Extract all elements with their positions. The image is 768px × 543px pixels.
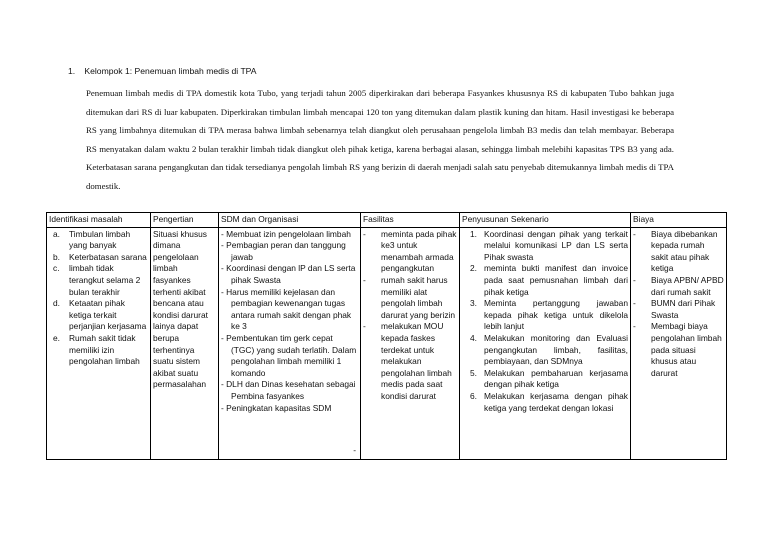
list-item: e. Rumah sakit tidak memiliki izin pengolahan limbah — [53, 332, 140, 367]
list-item: 6. Melakukan kerjasama dengan pihak ketiga yang terdekat dengan lokasi — [470, 390, 628, 413]
case-paragraph: Penemuan limbah medis di TPA domestik kota Tubo, yang terjadi tahun 2005 diperkirakan dari beberapa Fasyankes khususnya RS di kabupaten Tubo bahkan juga ditemukan dari RS di luar kabupaten. Diperkirakan timbulan limbah mencapai 120 ton yang ditemukan dalam plastik kuning dan hitam. Hasil investigasi ke beberapa RS yang limbahnya ditemukan di TPA merasa bahwa limbah sebenarnya telah diangkut oleh perusahaan pengelola limbah B3 medis dan telah membayar. Beberapa RS menyatakan dalam waktu 2 bulan terakhir limbah tidak diangkut oleh pihak ketiga, karena berbagai alasan, sehingga limbah melebihi kapasitas TPS B3 yang ada. Keterbatasan sarana pengangkutan dan tidak tersedianya pengolah limbah RS yang berizin di daerah menjadi salah satu penyebab ditemukannya limbah medis di TPA domestik. — [86, 88, 674, 191]
cell-fasilitas — [361, 227, 460, 459]
list-item: - Pembagian peran dan tanggung jawab — [221, 240, 346, 262]
list-item: a. Timbulan limbah yang banyak — [53, 228, 131, 251]
list-item: - Biaya APBN/ APBD dari rumah sakit — [633, 274, 724, 297]
header-identifikasi: Identifikasi masalah — [47, 213, 151, 228]
trailing-dash: - — [353, 445, 356, 456]
cell-skenario — [460, 227, 631, 459]
list-item: - Biaya dibebankan kepada rumah sakit atau pihak ketiga — [633, 228, 718, 274]
list-item: - DLH dan Dinas kesehatan sebagai Pembina fasyankes — [221, 379, 356, 401]
list-item: - Peningkatan kapasitas SDM — [221, 402, 332, 413]
cell-sdm — [219, 227, 361, 459]
list-item: - Harus memiliki kejelasan dan pembagian kewenangan tugas antara rumah sakit dengan phak ke 3 — [221, 286, 352, 332]
list-item: - Membuat izin pengelolaan limbah — [221, 228, 351, 239]
header-biaya: Biaya — [631, 213, 727, 228]
cell-identifikasi — [47, 227, 151, 459]
list-item: - rumah sakit harus memiliki alat pengolah limbah darurat yang berizin — [363, 274, 456, 320]
list-item: - Koordinasi dengan lP dan LS serta pihak Swasta — [221, 263, 356, 285]
analysis-table — [46, 212, 727, 460]
cell-pengertian: Situasi khusus dimana pengelolaan limbah fasyankes terhenti akibat bencana atau kondisi darurat lainya dapat berupa terhentinya suatu sistem akibat suatu permasalahan — [151, 227, 219, 459]
list-item: 2. meminta bukti manifest dan invoice pada saat pemusnahan limbah dari pihak ketiga — [470, 263, 628, 297]
list-item: - Pembentukan tim gerk cepat (TGC) yang sudah terlatih. Dalam pengolahan limbah memiliki 1 komando — [221, 332, 357, 378]
list-item: c. limbah tidak terangkut selama 2 bulan terakhir — [53, 263, 141, 297]
list-item: - BUMN dari Pihak Swasta — [633, 298, 716, 320]
table-row — [47, 227, 727, 459]
header-pengertian: Pengertian — [151, 213, 219, 228]
list-item: 3. Meminta pertanggung jawaban kepada pihak ketiga untuk dikelola lebih lanjut — [470, 298, 628, 332]
list-item: d. Ketaatan pihak ketiga terkait perjanjian kerjasama — [53, 298, 147, 332]
list-item: - melakukan MOU kepada faskes terdekat untuk melakukan pengolahan limbah medis pada saat kondisi darurat — [363, 321, 452, 401]
header-sdm: SDM dan Organisasi — [219, 213, 361, 228]
header-fasilitas: Fasilitas — [361, 213, 460, 228]
list-item: 1. Koordinasi dengan pihak yang terkait melalui komunikasi LP dan LS serta Pihak swasta — [470, 228, 628, 262]
header-skenario: Penyusunan Sekenario — [460, 213, 631, 228]
list-item: - meminta pada pihak ke3 untuk menambah armada pengangkutan — [363, 228, 457, 274]
heading-text: Kelompok 1: Penemuan limbah medis di TPA — [84, 66, 257, 76]
table-header-row — [47, 213, 727, 228]
heading-number: 1. — [68, 66, 76, 76]
cell-biaya — [631, 227, 727, 459]
list-item: 5. Melakukan pembaharuan kerjasama dengan pihak ketiga — [470, 367, 628, 390]
section-heading — [68, 66, 257, 76]
list-item: b. Keterbatasan sarana — [53, 251, 147, 262]
list-item: - Membagi biaya pengolahan limbah pada situasi khusus atau darurat — [633, 321, 722, 378]
list-item: 4. Melakukan monitoring dan Evaluasi pengangkutan limbah, fasilitas, pembiayaan, dan SDMnya — [470, 332, 628, 367]
